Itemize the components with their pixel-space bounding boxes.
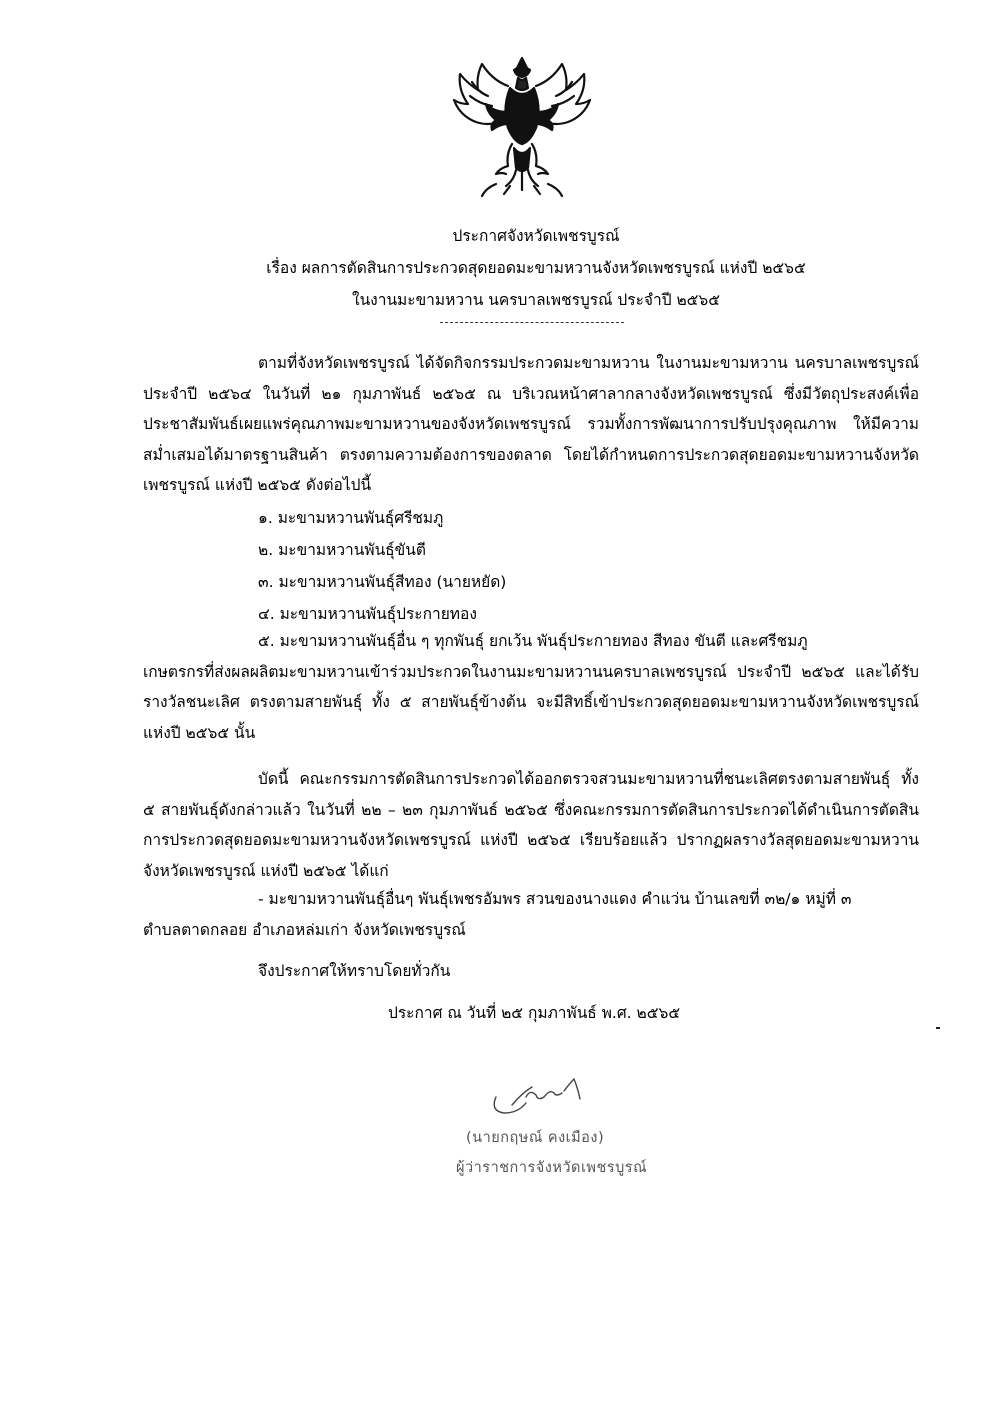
announcement-date: ประกาศ ณ วันที่ ๒๕ กุมภาพันธ์ พ.ศ. ๒๕๖๕ <box>388 1004 681 1022</box>
intro-text: ตามที่จังหวัดเพชรบูรณ์ ได้จัดกิจกรรมประกวดมะขามหวาน ในงานมะขามหวาน นครบาลเพชรบูรณ์ ประจำปี ๒๕๖๔ ในวันที่ ๒๑ กุมภาพันธ์ ๒๕๖๕ ณ บริเวณหน้าศาลากลางจังหวัดเพชรบูรณ์ ซึ่งมีวัตถุประสงค์เพื่อ ประชาสัมพันธ์เผยแพร่คุณภาพมะขามหวานของจังหวัดเพชรบูรณ์ รวมทั้งการพัฒนาการปรับปรุงคุณภาพ ให้มีความสม่ำเสมอได้มาตรฐานสินค้า ตรงตามความต้องการของตลาด โดยได้กำหนดการประกวดสุดยอดมะขามหวานจังหวัดเพชรบูรณ์ แห่งปี ๒๕๖๕ ดังต่อไปนี้ <box>143 354 919 494</box>
signer-title: ผู้ว่าราชการจังหวัดเพชรบูรณ์ <box>456 1160 648 1176</box>
judging-paragraph <box>143 764 919 886</box>
closing-statement: จึงประกาศให้ทราบโดยทั่วกัน <box>258 962 451 980</box>
announcement-title: ประกาศจังหวัดเพชรบูรณ์ <box>452 227 620 245</box>
announcement-subject: เรื่อง ผลการตัดสินการประกวดสุดยอดมะขามหวานจังหวัดเพชรบูรณ์ แห่งปี ๒๕๖๕ <box>266 259 806 277</box>
judging-text: บัดนี้ คณะกรรมการตัดสินการประกวดได้ออกตรวจสวนมะขามหวานที่ชนะเลิศตรงตามสายพันธุ์ ทั้ง ๕ สายพันธุ์ดังกล่าวแล้ว ในวันที่ ๒๒ – ๒๓ กุมภาพันธ์ ๒๕๖๕ ซึ่งคณะกรรมการตัดสินการประกวดได้ดำเนินการตัดสินการประกวดสุดยอดมะขามหวานจังหวัดเพชรบูรณ์ แห่งปี ๒๕๖๕ เรียบร้อยแล้ว ปรากฏผลรางวัลสุดยอดมะขามหวานจังหวัดเพชรบูรณ์ แห่งปี ๒๕๖๕ ได้แก่ <box>143 770 919 880</box>
winner-text: - มะขามหวานพันธุ์อื่นๆ พันธุ์เพชรอัมพร สวนของนางแดง คำแว่น บ้านเลขที่ ๓๒/๑ หมู่ที่ ๓ <box>258 890 852 908</box>
list-item: ๑. มะขามหวานพันธุ์ศรีชมภู <box>258 509 444 527</box>
title-divider <box>440 322 624 323</box>
list-item: ๒. มะขามหวานพันธุ์ขันตี <box>258 541 426 559</box>
eligibility-paragraph <box>143 626 919 748</box>
list-item: ๓. มะขามหวานพันธุ์สีทอง (นายหยัด) <box>258 573 507 591</box>
handwritten-signature <box>482 1075 602 1125</box>
list-item-5: ๕. มะขามหวานพันธุ์อื่น ๆ ทุกพันธุ์ ยกเว้น พันธุ์ประกายทอง สีทอง ขันตี และศรีชมภู <box>258 632 808 650</box>
list-item: ๔. มะขามหวานพันธุ์ประกายทอง <box>258 605 477 623</box>
garuda-emblem-icon <box>452 52 592 202</box>
signer-name: (นายกฤษณ์ คงเมือง) <box>466 1130 605 1146</box>
winner-paragraph <box>143 884 919 945</box>
variety-list <box>143 502 919 630</box>
intro-paragraph <box>143 348 919 501</box>
announcement-event: ในงานมะขามหวาน นครบาลเพชรบูรณ์ ประจำปี ๒๕๖๕ <box>352 291 720 309</box>
eligibility-text: เกษตรกรที่ส่งผลผลิตมะขามหวานเข้าร่วมประกวดในงานมะขามหวานนครบาลเพชรบูรณ์ ประจำปี ๒๕๖๕ และได้รับรางวัลชนะเลิศ ตรงตามสายพันธุ์ ทั้ง ๕ สายพันธุ์ข้างต้น จะมีสิทธิ์เข้าประกวดสุดยอดมะขามหวานจังหวัดเพชรบูรณ์ แห่งปี ๒๕๖๕ นั้น <box>143 662 919 742</box>
winner-address: ตำบลตาดกลอย อำเภอหล่มเก่า จังหวัดเพชรบูรณ์ <box>143 920 466 939</box>
scan-speck <box>936 1027 940 1029</box>
